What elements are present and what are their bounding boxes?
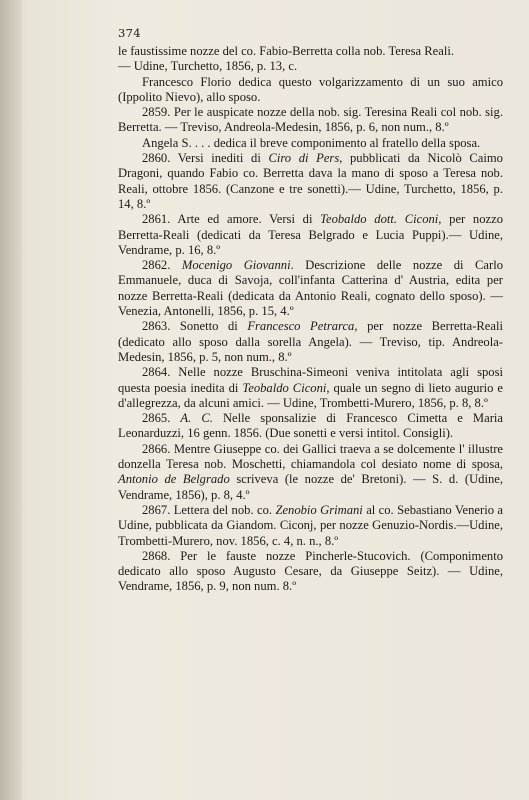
entry-number: 2866. [142,441,174,456]
entry-number: 2860. [142,151,178,166]
entry-number: 2865. [142,411,181,426]
catalog-entry [118,549,503,595]
entry-text: . Descrizione delle nozze di Carlo Emmanuele, duca di Savoja, coll'infanta Catterina d' Austria, edita per nozze Berretta-Reali (dedicata da Antonio Reali, cognato dello sposo). — Venezia, Antonelli, 1856, p. 15, 4.º [118,258,503,319]
catalog-entry [118,212,503,258]
entry-list [118,105,503,595]
catalog-entry [118,151,503,212]
entry-number: 2867. [142,502,174,517]
entry-author-italic: Francesco Petrarca [247,319,355,334]
entry-text-pre: Lettera del nob. co. [173,502,276,517]
entry-author-italic: Ciro di Pers [268,151,340,166]
entry-author-italic: Teobaldo Ciconi [242,380,327,395]
intro-line-1: le faustissime nozze del co. Fabio-Berretta colla nob. Teresa Reali. [118,44,454,58]
entry-text: Angela S. . . . dedica il breve componimento al fratello della sposa. [142,135,481,150]
entry-text: Per le auspicate nozze della nob. sig. Teresina Reali col nob. sig. Berretta. — Treviso, Andreola-Medesin, 1856, p. 6, non num., 8.º [118,105,504,135]
entry-number: 2862. [142,258,182,273]
entry-text: Nelle sponsalizie di Francesco Cimetta e Maria Leonarduzzi, 16 genn. 1856. (Due sonetti e versi intitol. Consigli). [118,411,504,441]
dedication-paragraph: Francesco Florio dedica questo volgarizzamento di un suo amico (Ippolito Nievo), allo sposo. [118,74,503,104]
entry-number: 2864. [142,365,179,380]
entry-number: 2868. [142,548,181,563]
entry-author-italic: Mocenigo Giovanni [181,258,291,273]
entry-text-pre: Arte ed amore. Versi di [177,212,321,227]
page-number: 374 [118,26,141,40]
catalog-entry [118,258,503,319]
catalog-entry [118,136,503,151]
page-gutter-shadow [0,0,22,800]
entry-author-italic: A. C. [180,411,213,426]
entry-author-italic: Zenobio Grimani [275,502,363,517]
catalog-entry [118,105,503,136]
entry-text-pre: Mentre Giuseppe co. dei Gallici traeva a se dolcemente l' illustre donzella Teresa nob. Moschetti, chiamandola col desiato nome di sposa, [118,441,503,472]
entry-text: , quale un segno di lieto augurio e d'allegrezza, da alcuni amici. — Udine, Trombetti-Murero, 1856, p. 8, 8.º [118,380,503,410]
catalog-entry [118,411,503,442]
entry-text: scriveva (le nozze de' Bretoni). — S. d. (Udine, Vendrame, 1856), p. 8, 4.º [118,472,503,502]
page-body [118,44,503,595]
entry-number: 2861. [142,212,178,227]
entry-text-pre: Nelle nozze Bruschina-Simeoni veniva intitolata agli sposi questa poesia inedita di [118,365,503,395]
entry-text-pre: Versi inediti di [177,151,269,166]
entry-author-italic: Antonio de Belgrado [118,472,230,487]
catalog-entry [118,503,503,549]
entry-author-italic: Teobaldo dott. Ciconi [320,212,439,227]
entry-text: Per le fauste nozze Pincherle-Stucovich. (Componimento dedicato allo sposo Augusto Cesare, da Giuseppe Seitz). — Udine, Vendrame, 1856, p. 9, non num. 8.º [118,548,503,594]
entry-text: al co. Sebastiano Venerio a Udine, pubblicata da Giandom. Ciconj, per nozze Genuzio-Nordis.—Udine, Trombetti-Murero, nov. 1856, c. 4, n. n., 8.º [118,502,503,548]
entry-text: , pubblicati da Nicolò Caimo Dragoni, quando Fabio co. Berretta dava la mano di sposo a Teresa nob. Reali, ottobre 1856. (Canzone e tre sonetti).— Udine, Turchetto, 1856, p. 14, 8.º [118,151,503,211]
intro-line-2: — Udine, Turchetto, 1856, p. 13, c. [118,59,298,74]
entry-text-pre: Sonetto di [179,319,248,334]
entry-text: , per nozzo Berretta-Reali (dedicati da Teresa Belgrado e Lucia Puppi).— Udine, Vendrame, p. 16, 8.º [118,212,503,257]
catalog-entry [118,365,503,411]
catalog-entry [118,319,503,365]
entry-text: , per nozze Berretta-Reali (dedicato allo sposo dalla sorella Angela). — Treviso, tip. Andreola-Medesin, 1856, p. 5, non num., 8.º [118,319,503,364]
entry-number: 2863. [142,319,180,334]
entry-number: 2859. [142,105,174,120]
catalog-entry [118,442,503,503]
